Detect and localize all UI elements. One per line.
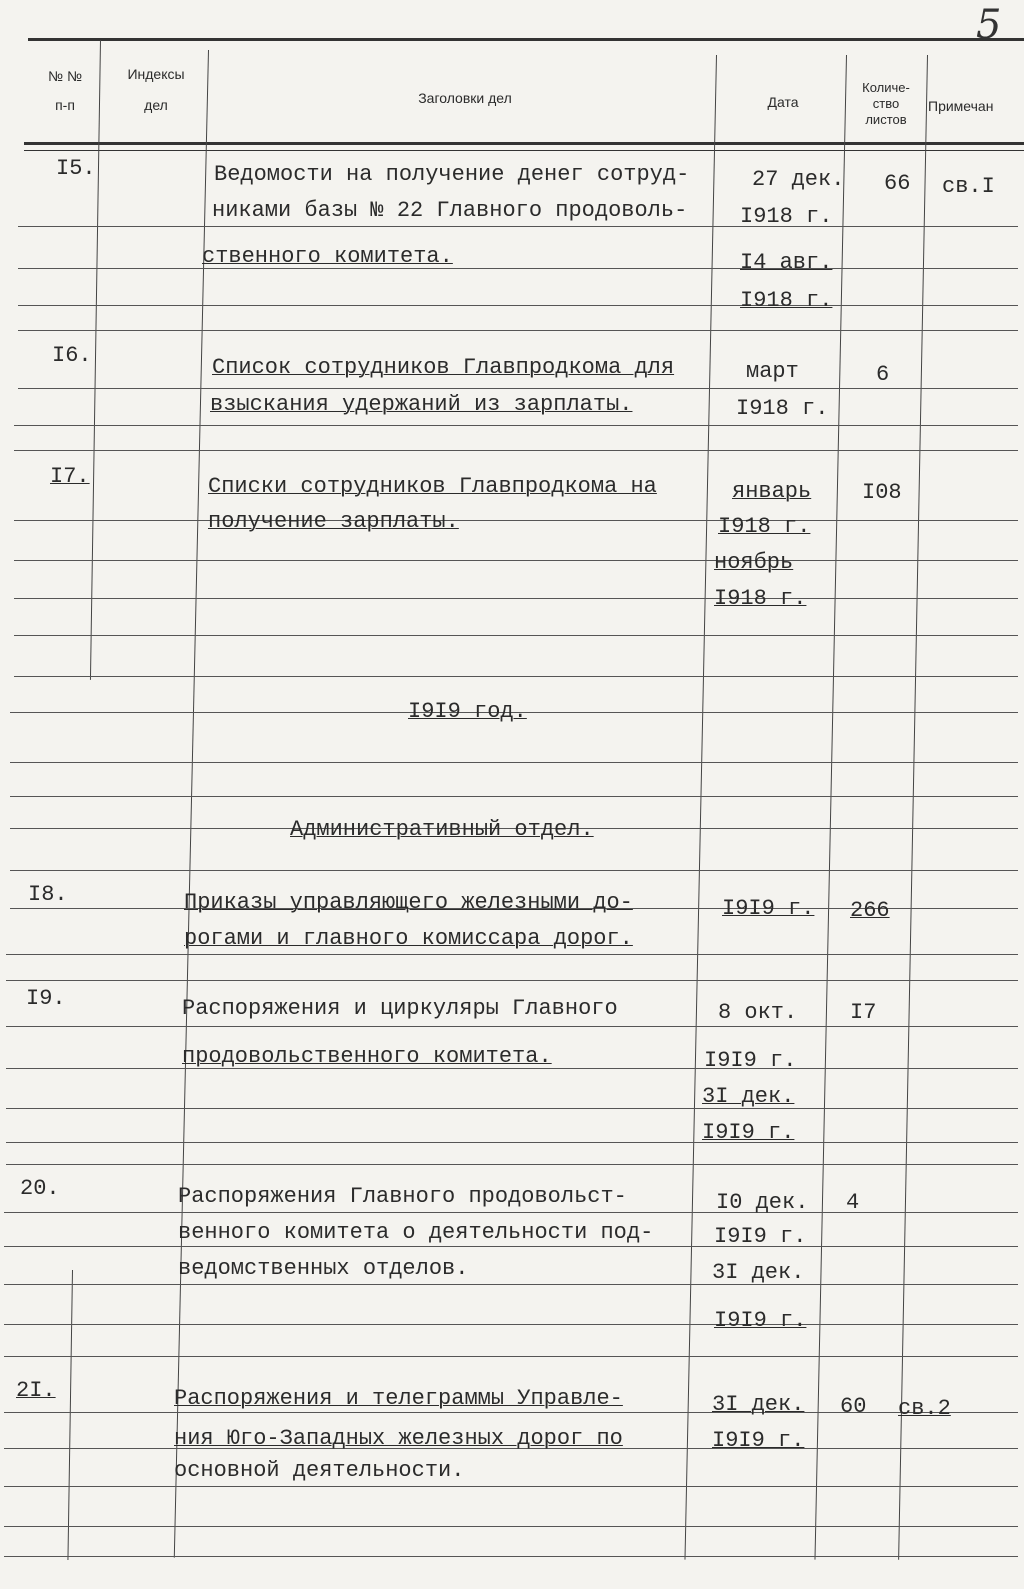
header-titles: Заголовки дел: [418, 90, 512, 106]
row-title-line: получение зарплаты.: [208, 509, 459, 534]
rule: [18, 388, 1018, 389]
row-num: I8.: [28, 882, 68, 907]
rule: [14, 450, 1018, 451]
rule: [14, 425, 1018, 426]
header-index-line1: Индексы: [127, 66, 185, 82]
rule: [6, 980, 1018, 981]
row-num: I7.: [50, 464, 90, 489]
row-num: I5.: [56, 156, 96, 181]
rule: [4, 1556, 1018, 1557]
row-title-line: Распоряжения Главного продовольст-: [178, 1184, 627, 1209]
header-date: Дата: [767, 94, 799, 110]
row-num: 20.: [20, 1176, 60, 1201]
rule: [18, 226, 1018, 227]
col-line-3: [684, 55, 717, 1560]
row-title-line: ведомственных отделов.: [178, 1256, 469, 1281]
row-note: св.I: [942, 174, 995, 199]
rule: [18, 330, 1018, 331]
rule: [6, 954, 1018, 955]
header-index: [106, 66, 206, 114]
section-year: I9I9 год.: [408, 699, 527, 724]
row-title-line: Ведомости на получение денег сотруд-: [214, 162, 690, 187]
row-count: I08: [862, 480, 902, 505]
row-date-line: I9I9 г.: [714, 1224, 807, 1249]
rule: [18, 268, 1018, 269]
row-count: 6: [876, 362, 890, 387]
rule: [6, 1108, 1018, 1109]
header-bottom-border-2: [24, 150, 1024, 151]
rule: [4, 1212, 1018, 1213]
row-title-line: Распоряжения и циркуляры Главного: [182, 996, 618, 1021]
row-date-line: I918 г.: [718, 514, 811, 539]
row-count: 60: [840, 1394, 867, 1419]
row-date-line: I9I9 г.: [704, 1048, 797, 1073]
rule: [6, 1164, 1018, 1165]
row-date-line: март: [746, 359, 799, 384]
row-title-line: основной деятельности.: [174, 1458, 465, 1483]
header-count-line2: ство: [872, 96, 900, 111]
row-date-line: I918 г.: [714, 586, 807, 611]
row-date-line: I0 дек.: [716, 1190, 809, 1215]
section-department: Административный отдел.: [290, 817, 594, 842]
row-title-line: рогами и главного комиссара дорог.: [184, 926, 633, 951]
rule: [14, 598, 1018, 599]
row-date-line: ноябрь: [714, 550, 794, 575]
row-num: I6.: [52, 343, 92, 368]
header-count: [846, 80, 926, 128]
row-title-line: никами базы № 22 Главного продоволь-: [212, 198, 688, 223]
row-title-line: венного комитета о деятельности под-: [178, 1220, 654, 1245]
row-title-line: Приказы управляющего железными до-: [184, 890, 633, 915]
row-date-line: I4 авг.: [740, 250, 833, 275]
rule: [18, 305, 1018, 306]
rule: [6, 1142, 1018, 1143]
row-count: 266: [850, 898, 890, 923]
row-date-line: январь: [732, 479, 812, 504]
row-title-line: продовольственного комитета.: [182, 1044, 552, 1069]
row-date-line: I918 г.: [740, 288, 833, 313]
col-line-2: [174, 50, 209, 1558]
header-num: [30, 68, 100, 114]
header-index-line2: дел: [144, 97, 168, 113]
row-count: 4: [846, 1190, 860, 1215]
header-bottom-border: [24, 142, 1024, 145]
col-line-1b: [67, 1270, 73, 1560]
row-title-line: ния Юго-Западных железных дорог по: [174, 1426, 623, 1451]
col-line-4: [814, 55, 847, 1560]
col-line-5: [898, 55, 928, 1560]
row-date-line: I918 г.: [740, 204, 833, 229]
rule: [10, 796, 1018, 797]
row-note: св.2: [898, 1396, 951, 1421]
row-title-line: Списки сотрудников Главпродкома на: [208, 474, 657, 499]
rule: [4, 1324, 1018, 1325]
row-title-line: ственного комитета.: [202, 244, 453, 269]
header-top-border: [28, 38, 1024, 41]
row-date-line: 3I дек.: [712, 1392, 805, 1417]
rule: [4, 1356, 1018, 1357]
row-num: I9.: [26, 986, 66, 1011]
header-num-line2: п-п: [55, 97, 75, 113]
row-title-line: Распоряжения и телеграммы Управле-: [174, 1386, 623, 1411]
header-notes: Примечан: [928, 98, 994, 114]
header-count-line3: листов: [865, 112, 907, 127]
row-date-line: I9I9 г.: [722, 896, 815, 921]
row-count: 66: [884, 171, 911, 196]
rule: [14, 520, 1018, 521]
row-title-line: Список сотрудников Главпродкома для: [212, 355, 675, 380]
rule: [4, 1526, 1018, 1527]
row-count: I7: [850, 1000, 877, 1025]
rule: [14, 635, 1018, 636]
rule: [14, 560, 1018, 561]
header-num-line1: № №: [48, 68, 82, 84]
header-count-line1: Количе-: [862, 80, 910, 95]
row-date-line: I9I9 г.: [714, 1308, 807, 1333]
rule: [6, 1026, 1018, 1027]
row-date-line: I9I9 г.: [702, 1120, 795, 1145]
row-date-line: 8 окт.: [718, 1000, 798, 1025]
row-num: 2I.: [16, 1378, 56, 1403]
page-number: 5: [976, 2, 1002, 48]
rule: [4, 1284, 1018, 1285]
row-date-line: 27 дек.: [752, 167, 845, 192]
rule: [4, 1246, 1018, 1247]
row-date-line: 3I дек.: [712, 1260, 805, 1285]
rule: [10, 762, 1018, 763]
rule: [14, 676, 1018, 677]
row-title-line: взыскания удержаний из зарплаты.: [210, 392, 633, 417]
row-date-line: I918 г.: [736, 396, 829, 421]
rule: [4, 1486, 1018, 1487]
row-date-line: I9I9 г.: [712, 1428, 805, 1453]
row-date-line: 3I дек.: [702, 1084, 795, 1109]
rule: [10, 870, 1018, 871]
